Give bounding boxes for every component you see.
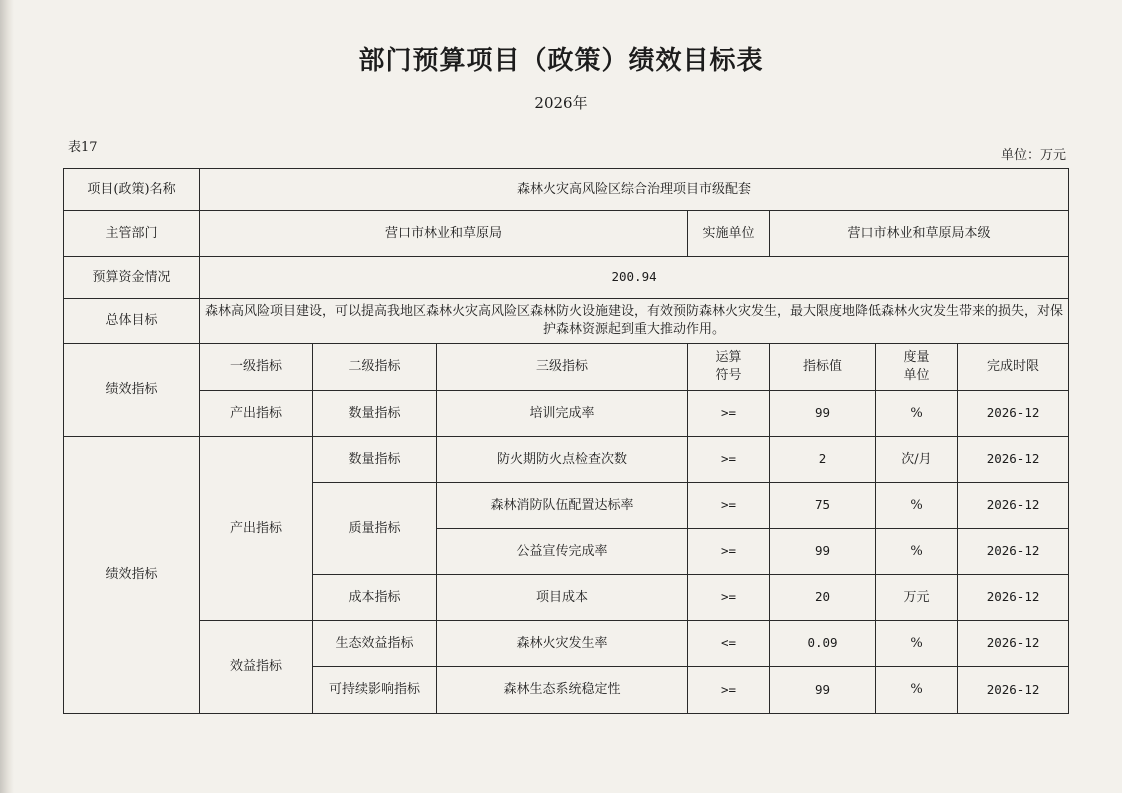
impl-value: 营口市林业和草原局本级: [770, 211, 1069, 257]
value-cell: 2: [770, 437, 876, 483]
indicator-section-label: 绩效指标: [64, 437, 200, 714]
level2-cell: 质量指标: [313, 483, 437, 575]
table-row: [64, 211, 1069, 257]
unit-cell: %: [876, 391, 958, 437]
level3-cell: 防火期防火点检查次数: [437, 437, 688, 483]
operator-cell: >=: [688, 437, 770, 483]
level2-cell: 数量指标: [313, 391, 437, 437]
unit-cell: %: [876, 529, 958, 575]
operator-cell: <=: [688, 621, 770, 667]
level1-cell: 效益指标: [200, 621, 313, 714]
deadline-cell: 2026-12: [958, 391, 1069, 437]
budget-label: 预算资金情况: [64, 257, 200, 299]
operator-cell: >=: [688, 483, 770, 529]
header-level2: 二级指标: [313, 344, 437, 391]
level1-cell: 产出指标: [200, 391, 313, 437]
value-cell: 75: [770, 483, 876, 529]
table-row: [64, 437, 1069, 483]
value-cell: 20: [770, 575, 876, 621]
operator-cell: >=: [688, 575, 770, 621]
level3-cell: 公益宣传完成率: [437, 529, 688, 575]
year-label: 2026年: [534, 94, 588, 112]
value-cell: 99: [770, 529, 876, 575]
budget-value: 200.94: [200, 257, 1069, 299]
operator-cell: >=: [688, 391, 770, 437]
project-name-value: 森林火灾高风险区综合治理项目市级配套: [200, 169, 1069, 211]
level3-cell: 森林生态系统稳定性: [437, 667, 688, 714]
table-number: 表17: [68, 140, 98, 155]
deadline-cell: 2026-12: [958, 437, 1069, 483]
project-name-label: 项目(政策)名称: [64, 169, 200, 211]
level3-cell: 培训完成率: [437, 391, 688, 437]
deadline-cell: 2026-12: [958, 483, 1069, 529]
unit-cell: %: [876, 621, 958, 667]
value-cell: 99: [770, 391, 876, 437]
level3-cell: 森林消防队伍配置达标率: [437, 483, 688, 529]
level2-cell: 可持续影响指标: [313, 667, 437, 714]
table-row: [64, 169, 1069, 211]
impl-label: 实施单位: [688, 211, 770, 257]
deadline-cell: 2026-12: [958, 667, 1069, 714]
unit-cell: 次/月: [876, 437, 958, 483]
table-row: [64, 391, 1069, 437]
operator-cell: >=: [688, 667, 770, 714]
table-row: [64, 299, 1069, 344]
indicator-section-label: 绩效指标: [64, 344, 200, 437]
level2-cell: 成本指标: [313, 575, 437, 621]
goal-label: 总体目标: [64, 299, 200, 344]
indicator-header-row: [64, 344, 1069, 391]
level1-cell: 产出指标: [200, 437, 313, 621]
unit-label: 单位：万元: [1000, 148, 1066, 163]
level2-cell: 数量指标: [313, 437, 437, 483]
dept-value: 营口市林业和草原局: [200, 211, 688, 257]
goal-value: 森林高风险项目建设，可以提高我地区森林火灾高风险区森林防火设施建设，有效预防森林火灾发生，最大限度地降低森林火灾发生带来的损失，对保护森林资源起到重大推动作用。: [200, 299, 1069, 344]
page-binding-edge: [0, 0, 14, 793]
level3-cell: 森林火灾发生率: [437, 621, 688, 667]
unit-cell: %: [876, 483, 958, 529]
header-level3: 三级指标: [437, 344, 688, 391]
deadline-cell: 2026-12: [958, 529, 1069, 575]
level2-cell: 生态效益指标: [313, 621, 437, 667]
deadline-cell: 2026-12: [958, 621, 1069, 667]
unit-cell: 万元: [876, 575, 958, 621]
page-title: 部门预算项目（政策）绩效目标表: [358, 46, 764, 76]
header-operator: 运算 符号: [688, 344, 770, 391]
header-unit: 度量 单位: [876, 344, 958, 391]
table-row: [64, 621, 1069, 667]
header-deadline: 完成时限: [958, 344, 1069, 391]
value-cell: 0.09: [770, 621, 876, 667]
header-level1: 一级指标: [200, 344, 313, 391]
value-cell: 99: [770, 667, 876, 714]
performance-target-table: [63, 168, 1069, 714]
operator-cell: >=: [688, 529, 770, 575]
deadline-cell: 2026-12: [958, 575, 1069, 621]
dept-label: 主管部门: [64, 211, 200, 257]
unit-cell: %: [876, 667, 958, 714]
level3-cell: 项目成本: [437, 575, 688, 621]
table-row: [64, 257, 1069, 299]
header-value: 指标值: [770, 344, 876, 391]
